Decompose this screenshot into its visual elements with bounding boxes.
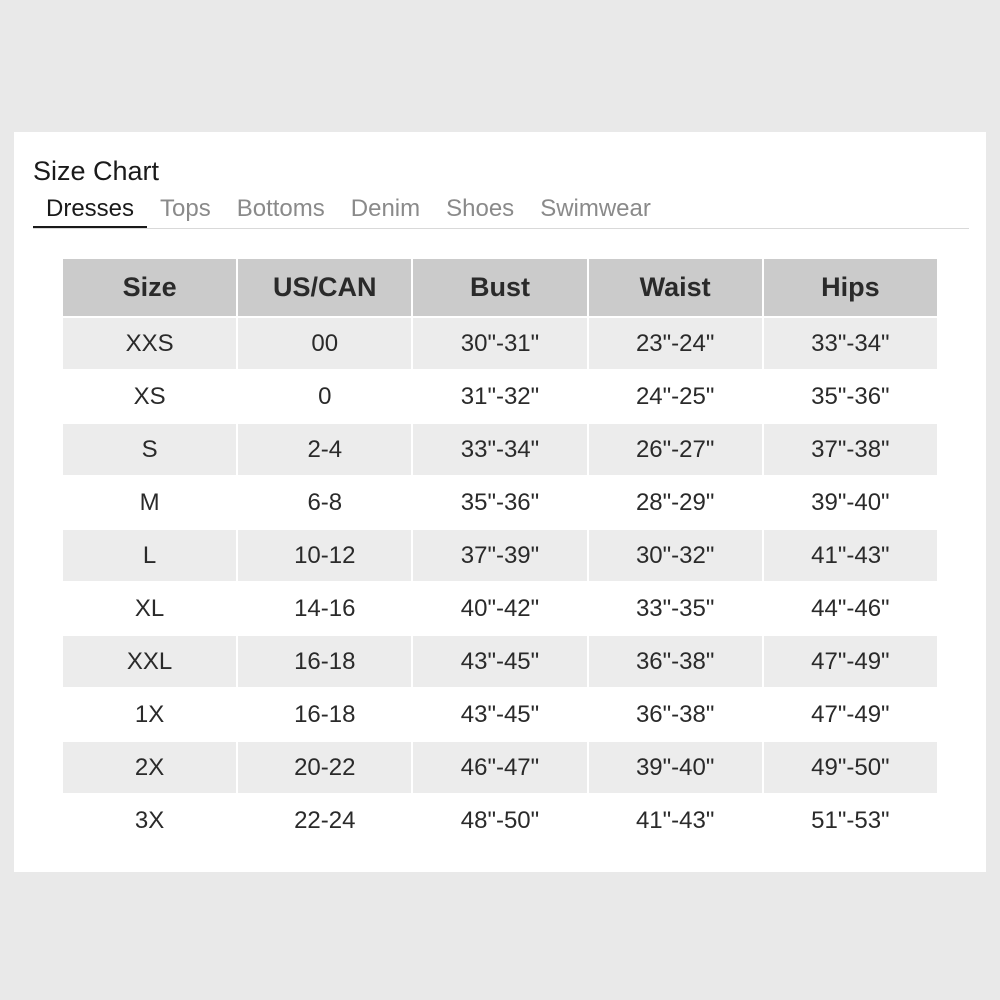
- page-title: Size Chart: [33, 156, 160, 186]
- table-header-row: [63, 259, 937, 316]
- cell-hips: 39"-40": [764, 477, 937, 528]
- table-row: [63, 742, 937, 793]
- cell-waist: 36"-38": [589, 636, 762, 687]
- cell-hips: 49"-50": [764, 742, 937, 793]
- cell-bust: 40"-42": [413, 583, 586, 634]
- cell-bust: 46"-47": [413, 742, 586, 793]
- cell-waist: 33"-35": [589, 583, 762, 634]
- cell-size: 2X: [63, 742, 236, 793]
- cell-us-can: 0: [238, 371, 411, 422]
- header-bust: Bust: [413, 259, 586, 316]
- cell-bust: 31"-32": [413, 371, 586, 422]
- cell-bust: 33"-34": [413, 424, 586, 475]
- table-row: [63, 636, 937, 687]
- table-row: [63, 583, 937, 634]
- cell-waist: 24"-25": [589, 371, 762, 422]
- cell-us-can: 10-12: [238, 530, 411, 581]
- table-row: [63, 371, 937, 422]
- cell-size: XS: [63, 371, 236, 422]
- cell-hips: 33"-34": [764, 318, 937, 369]
- cell-waist: 39"-40": [589, 742, 762, 793]
- cell-hips: 41"-43": [764, 530, 937, 581]
- header-waist: Waist: [589, 259, 762, 316]
- category-tabs: [33, 194, 969, 229]
- cell-waist: 30"-32": [589, 530, 762, 581]
- cell-size: XXS: [63, 318, 236, 369]
- cell-us-can: 20-22: [238, 742, 411, 793]
- table-row: [63, 318, 937, 369]
- cell-hips: 37"-38": [764, 424, 937, 475]
- cell-bust: 43"-45": [413, 636, 586, 687]
- cell-us-can: 16-18: [238, 689, 411, 740]
- cell-size: L: [63, 530, 236, 581]
- cell-size: XL: [63, 583, 236, 634]
- tab-swimwear[interactable]: Swimwear: [540, 195, 651, 222]
- cell-us-can: 2-4: [238, 424, 411, 475]
- cell-hips: 47"-49": [764, 689, 937, 740]
- cell-size: 3X: [63, 795, 236, 846]
- table-row: [63, 530, 937, 581]
- table-row: [63, 689, 937, 740]
- cell-size: M: [63, 477, 236, 528]
- cell-us-can: 00: [238, 318, 411, 369]
- cell-us-can: 22-24: [238, 795, 411, 846]
- table-row: [63, 477, 937, 528]
- cell-bust: 48"-50": [413, 795, 586, 846]
- cell-size: 1X: [63, 689, 236, 740]
- table-row: [63, 424, 937, 475]
- cell-waist: 28"-29": [589, 477, 762, 528]
- cell-hips: 47"-49": [764, 636, 937, 687]
- cell-hips: 51"-53": [764, 795, 937, 846]
- cell-hips: 44"-46": [764, 583, 937, 634]
- tab-bottoms[interactable]: Bottoms: [236, 195, 325, 222]
- cell-us-can: 16-18: [238, 636, 411, 687]
- tab-denim[interactable]: Denim: [350, 195, 421, 222]
- tab-tops[interactable]: Tops: [160, 195, 211, 222]
- tab-shoes[interactable]: Shoes: [446, 195, 515, 222]
- cell-bust: 37"-39": [413, 530, 586, 581]
- cell-hips: 35"-36": [764, 371, 937, 422]
- tab-dresses[interactable]: Dresses: [33, 194, 147, 228]
- table-row: [63, 795, 937, 846]
- header-size: Size: [63, 259, 236, 316]
- cell-waist: 36"-38": [589, 689, 762, 740]
- size-table: [61, 257, 939, 848]
- cell-us-can: 6-8: [238, 477, 411, 528]
- cell-size: XXL: [63, 636, 236, 687]
- header-hips: Hips: [764, 259, 937, 316]
- cell-size: S: [63, 424, 236, 475]
- header-us-can: US/CAN: [238, 259, 411, 316]
- cell-us-can: 14-16: [238, 583, 411, 634]
- cell-waist: 23"-24": [589, 318, 762, 369]
- cell-waist: 41"-43": [589, 795, 762, 846]
- cell-bust: 35"-36": [413, 477, 586, 528]
- size-chart-card: [14, 132, 986, 872]
- cell-bust: 30"-31": [413, 318, 586, 369]
- cell-waist: 26"-27": [589, 424, 762, 475]
- cell-bust: 43"-45": [413, 689, 586, 740]
